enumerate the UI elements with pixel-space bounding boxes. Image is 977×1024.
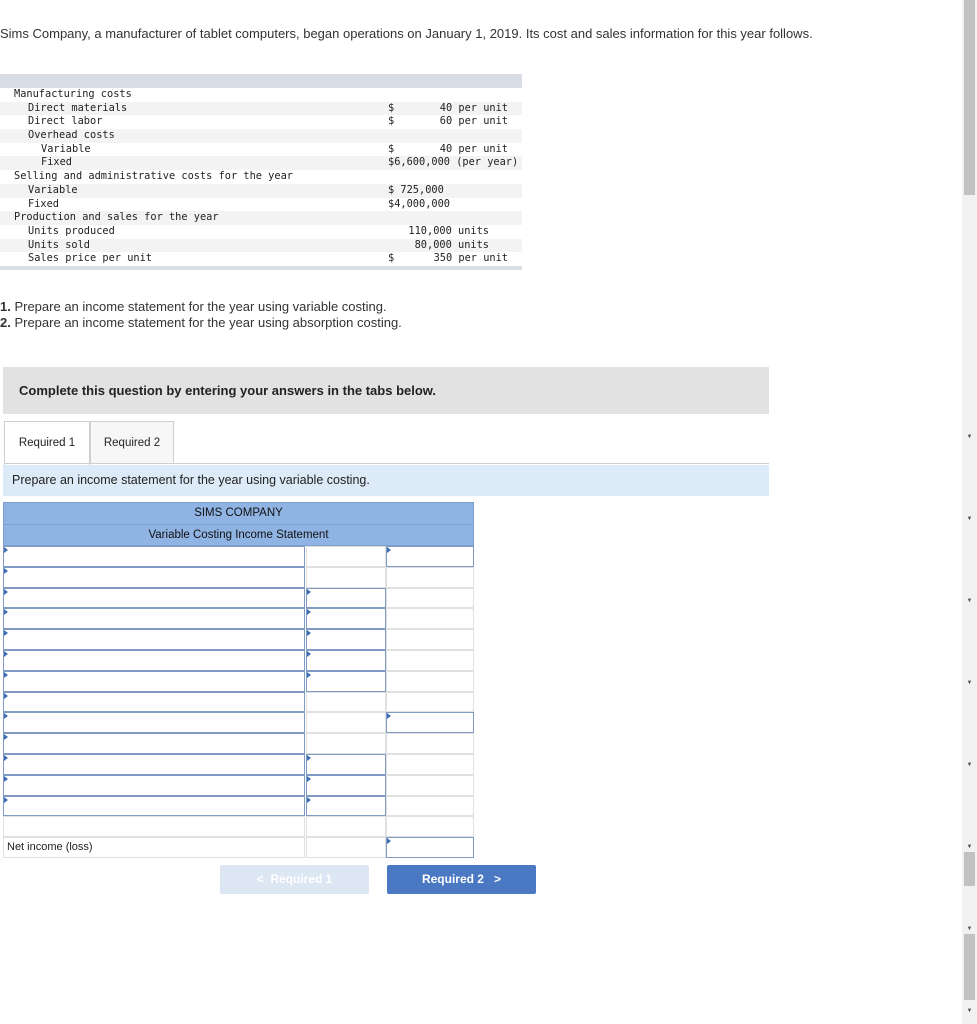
cost-row — [0, 198, 522, 212]
cost-row-value: $4,000,000 — [388, 197, 450, 210]
total-input — [386, 733, 474, 754]
cost-row — [0, 239, 522, 253]
label-input[interactable] — [3, 567, 305, 588]
amount-cell — [306, 837, 386, 858]
total-input — [386, 588, 474, 609]
cost-information-table — [0, 74, 522, 270]
total-input — [386, 796, 474, 817]
amount-input[interactable] — [306, 671, 386, 692]
amount-input[interactable] — [306, 650, 386, 671]
total-input[interactable] — [386, 546, 474, 567]
label-input — [3, 816, 305, 837]
cost-row — [0, 170, 522, 184]
statement-grid — [3, 546, 474, 858]
label-input[interactable] — [3, 712, 305, 733]
label-input[interactable] — [3, 629, 305, 650]
label-input[interactable] — [3, 692, 305, 713]
label-input[interactable] — [3, 671, 305, 692]
total-input — [386, 567, 474, 588]
scroll-thumb[interactable] — [964, 934, 975, 1000]
dollar-sign: $ — [388, 101, 395, 114]
cost-row — [0, 88, 522, 102]
total-input — [386, 671, 474, 692]
table-bottom-bar — [0, 266, 522, 270]
cost-row — [0, 184, 522, 198]
down-arrow-icon[interactable]: ▼ — [966, 680, 973, 686]
label-input[interactable] — [3, 754, 305, 775]
total-input — [386, 775, 474, 796]
dollar-sign: $ — [388, 252, 395, 265]
statement-title: Variable Costing Income Statement — [3, 525, 474, 546]
instructions-banner: Complete this question by entering your answers in the tabs below. — [3, 367, 769, 414]
total-input — [386, 650, 474, 671]
amount-input[interactable] — [306, 588, 386, 609]
down-arrow-icon[interactable]: ▼ — [966, 598, 973, 604]
amount-input[interactable] — [306, 608, 386, 629]
cost-row — [0, 143, 522, 157]
cost-row-label: Direct labor — [28, 115, 103, 128]
cost-row-label: Units produced — [28, 224, 115, 237]
total-input — [386, 754, 474, 775]
cost-row-label: Manufacturing costs — [14, 88, 132, 100]
amount-input[interactable] — [306, 796, 386, 817]
cost-row-label: Production and sales for the year — [14, 211, 219, 224]
cost-row-value: 60 per unit — [439, 115, 508, 128]
cost-row-value: 40 per unit — [439, 101, 508, 114]
cost-row-value: 110,000 units — [408, 224, 489, 237]
next-button[interactable]: Required 2 > — [387, 865, 536, 894]
task-1: 1. Prepare an income statement for the year using variable costing. — [0, 299, 387, 314]
page-scrollbar[interactable] — [962, 0, 977, 1024]
net-income-label: Net income (loss) — [3, 837, 305, 858]
cost-row-label: Direct materials — [28, 101, 128, 114]
cost-row-label: Units sold — [28, 238, 90, 251]
income-statement-form — [3, 502, 474, 858]
amount-input — [306, 816, 386, 837]
cost-row-value: 350 per unit — [433, 252, 508, 265]
tab-required-2[interactable]: Required 2 — [90, 421, 174, 464]
cost-row-label: Variable — [41, 142, 91, 155]
tab-divider — [4, 463, 769, 464]
cost-row-label: Fixed — [28, 197, 59, 210]
cost-row-label: Fixed — [41, 156, 72, 169]
table-top-bar — [0, 74, 522, 88]
amount-input[interactable] — [306, 775, 386, 796]
chevron-right-icon: > — [494, 872, 502, 886]
cost-row — [0, 156, 522, 170]
amount-input[interactable] — [306, 629, 386, 650]
dollar-sign: $ — [388, 142, 395, 155]
cost-row-label: Selling and administrative costs for the year — [14, 170, 293, 183]
cost-row-label: Sales price per unit — [28, 252, 152, 265]
label-input[interactable] — [3, 796, 305, 817]
cost-row-value: 40 per unit — [439, 142, 508, 155]
cost-row-value: $6,600,000 (per year) — [388, 156, 519, 169]
net-income-input[interactable] — [386, 837, 474, 858]
chevron-left-icon: < — [256, 872, 264, 886]
label-input[interactable] — [3, 608, 305, 629]
down-arrow-icon[interactable]: ▼ — [966, 516, 973, 522]
total-input — [386, 629, 474, 650]
scroll-thumb[interactable] — [964, 852, 975, 886]
down-arrow-icon[interactable]: ▼ — [966, 762, 973, 768]
label-input[interactable] — [3, 546, 305, 567]
cost-row-label: Overhead costs — [28, 129, 115, 142]
cost-row-value: 80,000 units — [414, 238, 489, 251]
down-arrow-icon[interactable]: ▼ — [966, 844, 973, 850]
prev-button[interactable]: < Required 1 — [220, 865, 369, 894]
amount-input — [306, 733, 386, 754]
amount-input[interactable] — [306, 754, 386, 775]
task-list — [0, 299, 402, 331]
amount-input — [306, 546, 386, 567]
tab-required-1[interactable]: Required 1 — [4, 421, 90, 465]
label-input[interactable] — [3, 733, 305, 754]
dollar-sign: $ — [388, 115, 395, 128]
cost-row — [0, 102, 522, 116]
cost-row — [0, 252, 522, 266]
down-arrow-icon[interactable]: ▼ — [966, 926, 973, 932]
total-input — [386, 816, 474, 837]
label-input[interactable] — [3, 588, 305, 609]
total-input[interactable] — [386, 712, 474, 733]
amount-input — [306, 567, 386, 588]
problem-intro: Sims Company, a manufacturer of tablet computers, began operations on January 1, 2019. Its cost and sales information for this year follows. — [0, 26, 813, 41]
amount-input — [306, 692, 386, 713]
task-2: 2. Prepare an income statement for the year using absorption costing. — [0, 315, 402, 330]
down-arrow-icon[interactable]: ▼ — [966, 434, 973, 440]
cost-row — [0, 211, 522, 225]
total-input — [386, 608, 474, 629]
cost-row — [0, 115, 522, 129]
amount-input — [306, 712, 386, 733]
scroll-thumb[interactable] — [964, 0, 975, 195]
cost-row-value: $ 725,000 — [388, 183, 444, 196]
cost-row-label: Variable — [28, 183, 78, 196]
cost-row — [0, 129, 522, 143]
company-name: SIMS COMPANY — [3, 502, 474, 525]
label-input[interactable] — [3, 650, 305, 671]
tab-instruction: Prepare an income statement for the year using variable costing. — [3, 465, 769, 496]
cost-row — [0, 225, 522, 239]
label-input[interactable] — [3, 775, 305, 796]
total-input — [386, 692, 474, 713]
down-arrow-icon[interactable]: ▼ — [966, 1008, 973, 1014]
